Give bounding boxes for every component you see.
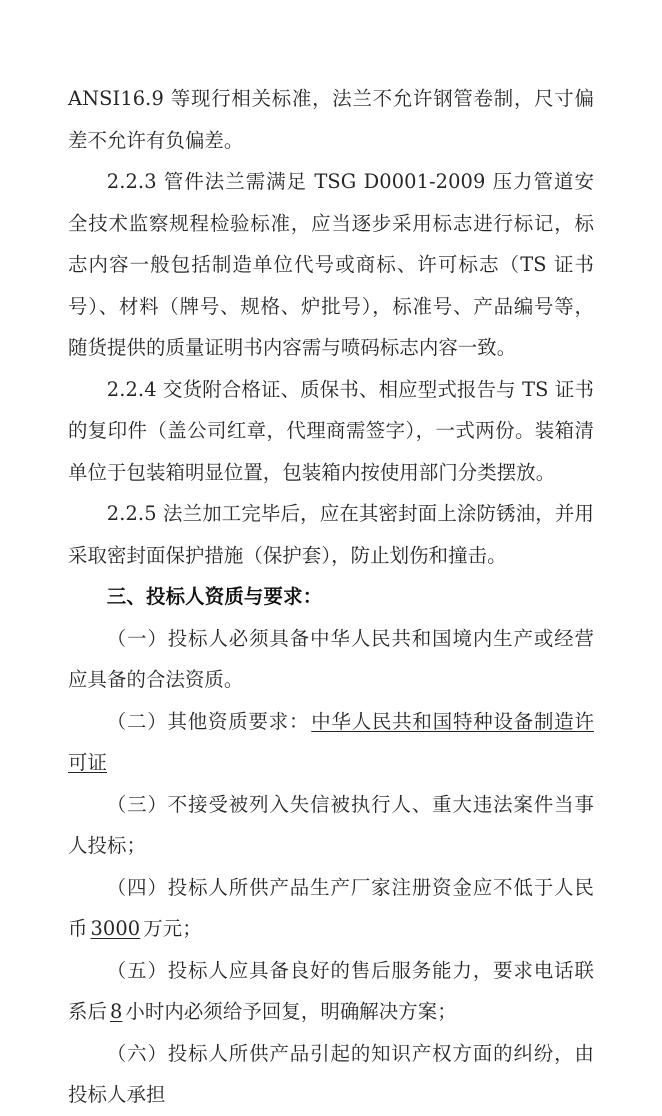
item-5-suffix: 小时内必须给予回复，明确解决方案； (125, 1000, 457, 1023)
heading-bidder-qualifications: 三、投标人资质与要求： (106, 585, 323, 608)
paragraph-standards-continuation: ANSI16.9 等现行相关标准，法兰不允许钢管卷制，尺寸偏差不允许有负偏差。 (68, 87, 594, 152)
paragraph-2-2-5: 2.2.5 法兰加工完毕后，应在其密封面上涂防锈油，并用采取密封面保护措施（保护套），防止划伤和撞击。 (68, 502, 594, 567)
item-4-filled-blank: 3000 (90, 917, 141, 940)
item-4-suffix: 万元； (143, 917, 202, 940)
paragraph-2-2-3: 2.2.3 管件法兰需满足 TSG D0001-2009 压力管道安全技术监察规程检验标准，应当逐步采用标志进行标记，标志内容一般包括制造单位代号或商标、许可标志（TS 证书号）、材料（牌号、规格、炉批号），标准号、产品编号等，随货提供的质量证明书内容需与喷码标志内容一致。 (68, 170, 594, 359)
document-text-body (68, 78, 594, 1116)
paragraph-qualification-item-4 (68, 867, 594, 950)
item-2-prefix: （二）其他资质要求： (106, 709, 310, 733)
paragraph-qualification-item-6: （六）投标人所供产品引起的知识产权方面的纠纷，由投标人承担 (68, 1041, 594, 1106)
paragraph-qualification-item-1: （一）投标人必须具备中华人民共和国境内生产或经营应具备的合法资质。 (68, 626, 594, 691)
item-5-filled-blank: 8 (109, 1000, 123, 1023)
paragraph-qualification-item-5 (68, 950, 594, 1033)
paragraph-qualification-item-3: （三）不接受被列入失信被执行人、重大违法案件当事人投标； (68, 792, 594, 857)
paragraph-qualification-item-2 (68, 701, 594, 784)
item-4-prefix: （四）投标人所供产品生产厂家注册资金应不低于人民币 (68, 875, 594, 940)
item-5-prefix: （五）投标人应具备良好的售后服务能力，要求电话联系后 (68, 958, 594, 1023)
item-2-filled-blank: 中华人民共和国特种设备制造许可证 (68, 709, 594, 774)
paragraph-2-2-4: 2.2.4 交货附合格证、质保书、相应型式报告与 TS 证书的复印件（盖公司红章，代理商需签字），一式两份。装箱清单位于包装箱明显位置，包装箱内按使用部门分类摆放。 (68, 377, 594, 484)
